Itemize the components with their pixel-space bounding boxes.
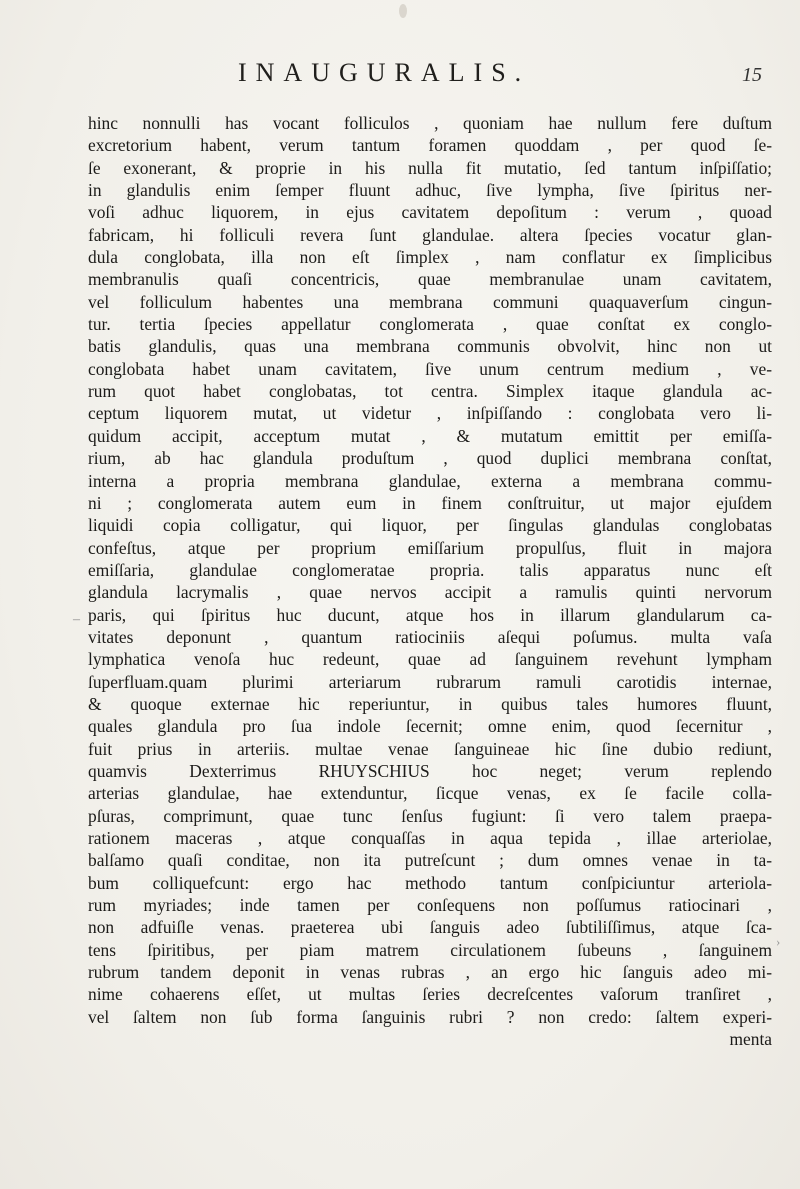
running-head [0,58,800,98]
text-line: bum colliquefcunt: ergo hac methodo tantum conſpiciuntur arteriola- [88,872,772,893]
text-line: quamvis Dexterrimus RHUYSCHIUS hoc neget; verum replendo [88,760,772,781]
text-line: membranulis quaſi concentricis, quae membranulae unam cavitatem, [88,269,772,290]
text-line: balſamo quaſi conditae, non ita putreſcunt ; dum omnes venae in ta- [88,850,772,871]
text-line: hinc nonnulli has vocant folliculos , quoniam hae nullum fere duſtum [88,113,772,133]
text-line: fuit prius in arteriis. multae venae ſanguineae hic ſine dubio rediunt, [88,738,772,759]
text-line: in glandulis enim ſemper fluunt adhuc, ſive lympha, ſive ſpiritus ner- [88,180,772,201]
text-line: voſi adhuc liquorem, in ejus cavitatem depoſitum : verum , quoad [88,202,772,223]
text-line: ceptum liquorem mutat, ut videtur , inſpiſſando : conglobata vero li- [88,403,772,424]
text-line: pſuras, comprimunt, quae tunc ſenſus fugiunt: ſi vero talem praepa- [88,805,772,826]
text-line: fabricam, hi folliculi revera ſunt glandulae. altera ſpecies vocatur glan- [88,224,772,245]
text-line: rium, ab hac glandula produſtum , quod duplici membrana conſtat, [88,448,772,469]
text-line: confeſtus, atque per proprium emiſſarium propulſus, fluit in majora [88,537,772,558]
text-line: ni ; conglomerata autem eum in finem conſtruitur, ut major ejuſdem [88,492,772,513]
text-line: conglobata habet unam cavitatem, ſive unum centrum medium , ve- [88,358,772,379]
text-line: paris, qui ſpiritus huc ducunt, atque hos in illarum glandularum ca- [88,604,772,625]
text-line: nime cohaerens eſſet, ut multas ſeries decreſcentes vaſorum tranſiret , [88,984,772,1005]
text-line: interna a propria membrana glandulae, externa a membrana commu- [88,470,772,491]
text-line: vitates deponunt , quantum ratiociniis aſequi poſumus. multa vaſa [88,626,772,647]
margin-dash: – [73,612,80,627]
catchword: menta [729,1029,772,1050]
ink-blot [399,4,407,18]
running-title: INAUGURALIS. [238,58,531,87]
text-line: dula conglobata, illa non eſt ſimplex , nam conflatur ex ſimplicibus [88,247,772,268]
text-line: ſuperfluam.quam plurimi arteriarum rubrarum ramuli carotidis internae, [88,671,772,692]
body-text [88,112,772,1050]
text-line: tur. tertia ſpecies appellatur conglomerata , quae conſtat ex conglo- [88,314,772,335]
text-line: rubrum tandem deponit in venas rubras , an ergo hic ſanguis adeo mi- [88,962,772,983]
text-line: arterias glandulae, hae extenduntur, ſicque venas, ex ſe facile colla- [88,783,772,804]
text-line: & quoque externae hic reperiuntur, in quibus tales humores fluunt, [88,693,772,714]
text-line: vel folliculum habentes una membrana communi quaquaverſum cingun- [88,291,772,312]
text-line: rationem maceras , atque conquaſſas in aqua tepida , illae arteriolae, [88,828,772,848]
text-line: rum quot habet conglobatas, tot centra. Simplex itaque glandula ac- [88,381,772,402]
text-line: batis glandulis, quas una membrana communis obvolvit, hinc non ut [88,336,772,357]
text-line: non adfuiſle venas. praeterea ubi ſanguis adeo ſubtiliſſimus, atque ſca- [88,917,772,938]
text-line: tens ſpiritibus, per piam matrem circulationem ſubeuns , ſanguinem [88,939,772,960]
text-line: liquidi copia colligatur, qui liquor, per ſingulas glandulas conglobatas [88,515,772,536]
text-line: excretorium habent, verum tantum foramen quoddam , per quod ſe- [88,135,772,156]
text-line: vel ſaltem non ſub forma ſanguinis rubri ? non credo: ſaltem experi- [88,1006,772,1027]
text-line: glandula lacrymalis , quae nervos accipit a ramulis quinti nervorum [88,582,772,603]
text-line: emiſſaria, glandulae conglomeratae propria. talis apparatus nunc eſt [88,559,772,580]
text-line: quidum accipit, acceptum mutat , & mutatum emittit per emiſſa- [88,425,772,446]
text-line: ſe exonerant, & proprie in his nulla fit mutatio, ſed tantum inſpiſſatio; [88,157,772,178]
text-line: lymphatica venoſa huc redeunt, quae ad ſanguinem revehunt lympham [88,649,772,670]
page-number: 15 [742,64,762,86]
text-line: rum myriades; inde tamen per conſequens non poſſumus ratiocinari , [88,895,772,916]
text-line: quales glandula pro ſua indole ſecernit; omne enim, quod ſecernitur , [88,716,772,737]
margin-arrow-mark: › [776,934,781,949]
